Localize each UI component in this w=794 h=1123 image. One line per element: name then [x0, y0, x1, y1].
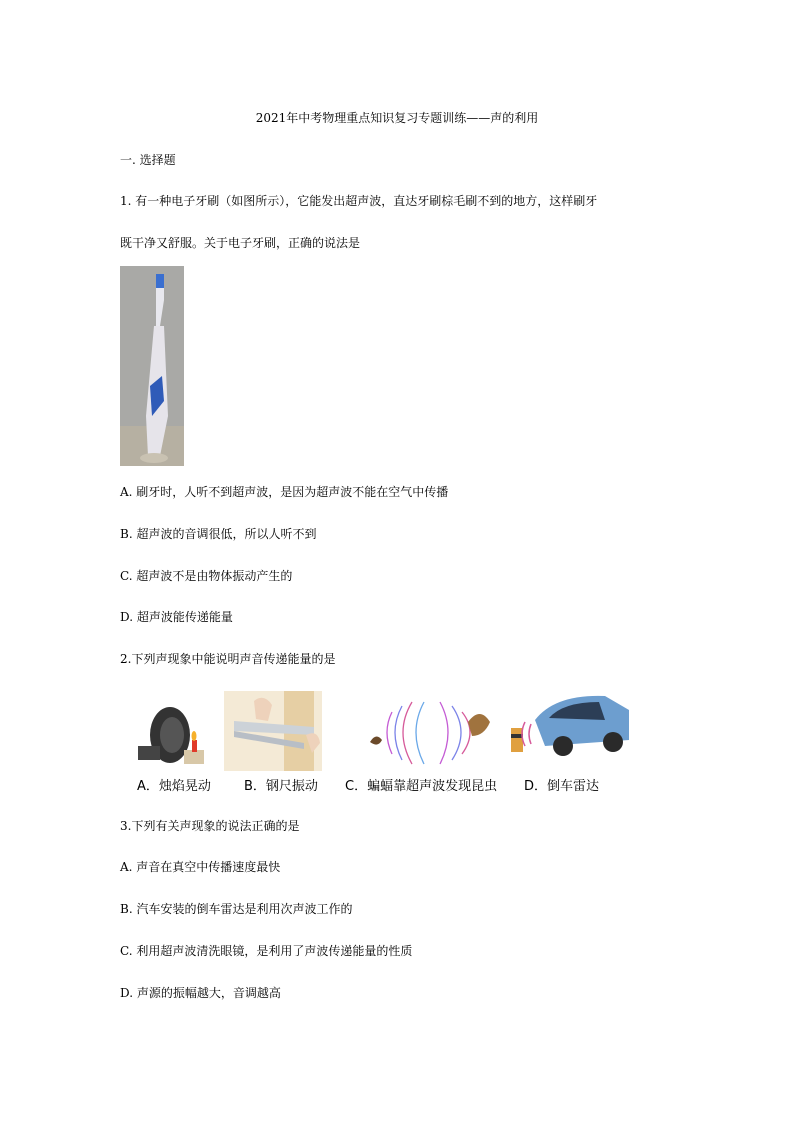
- q3-option-c: C. 利用超声波清洗眼镜，是利用了声波传递能量的性质: [120, 944, 413, 958]
- q3-stem: 3.下列有关声现象的说法正确的是: [120, 819, 300, 833]
- page-title: 2021年中考物理重点知识复习专题训练——声的利用: [255, 111, 539, 125]
- q1-option-b: B. 超声波的音调很低，所以人听不到: [120, 527, 317, 541]
- q2-stem: 2.下列声现象中能说明声音传递能量的是: [120, 652, 336, 666]
- q1-stem-line2: 既干净又舒服。关于电子牙刷，正确的说法是: [120, 236, 361, 250]
- q2-caption-a: A．烛焰晃动: [137, 779, 211, 794]
- q2-caption-b: B．钢尺振动: [244, 779, 318, 794]
- section-heading: 一. 选择题: [120, 153, 176, 167]
- q3-option-a: A. 声音在真空中传播速度最快: [120, 860, 281, 874]
- q3-option-b: B. 汽车安装的倒车雷达是利用次声波工作的: [120, 902, 353, 916]
- toothbrush-photo: [120, 266, 184, 466]
- bat-ultrasound-picture: [362, 692, 500, 772]
- q1-option-d: D. 超声波能传递能量: [120, 610, 233, 624]
- q1-option-a: A. 刷牙时，人听不到超声波，是因为超声波不能在空气中传播: [120, 485, 449, 499]
- car-radar-picture: [505, 690, 635, 772]
- q1-option-c: C. 超声波不是由物体振动产生的: [120, 569, 293, 583]
- ruler-table-picture: [224, 691, 322, 771]
- q2-caption-d: D．倒车雷达: [524, 779, 600, 794]
- speaker-candle-picture: [130, 700, 210, 770]
- q3-option-d: D. 声源的振幅越大，音调越高: [120, 986, 281, 1000]
- q1-stem-line1: 1. 有一种电子牙刷（如图所示），它能发出超声波，直达牙刷棕毛刷不到的地方，这样刷牙: [120, 194, 598, 208]
- q2-caption-c: C．蝙蝠靠超声波发现昆虫: [345, 779, 498, 794]
